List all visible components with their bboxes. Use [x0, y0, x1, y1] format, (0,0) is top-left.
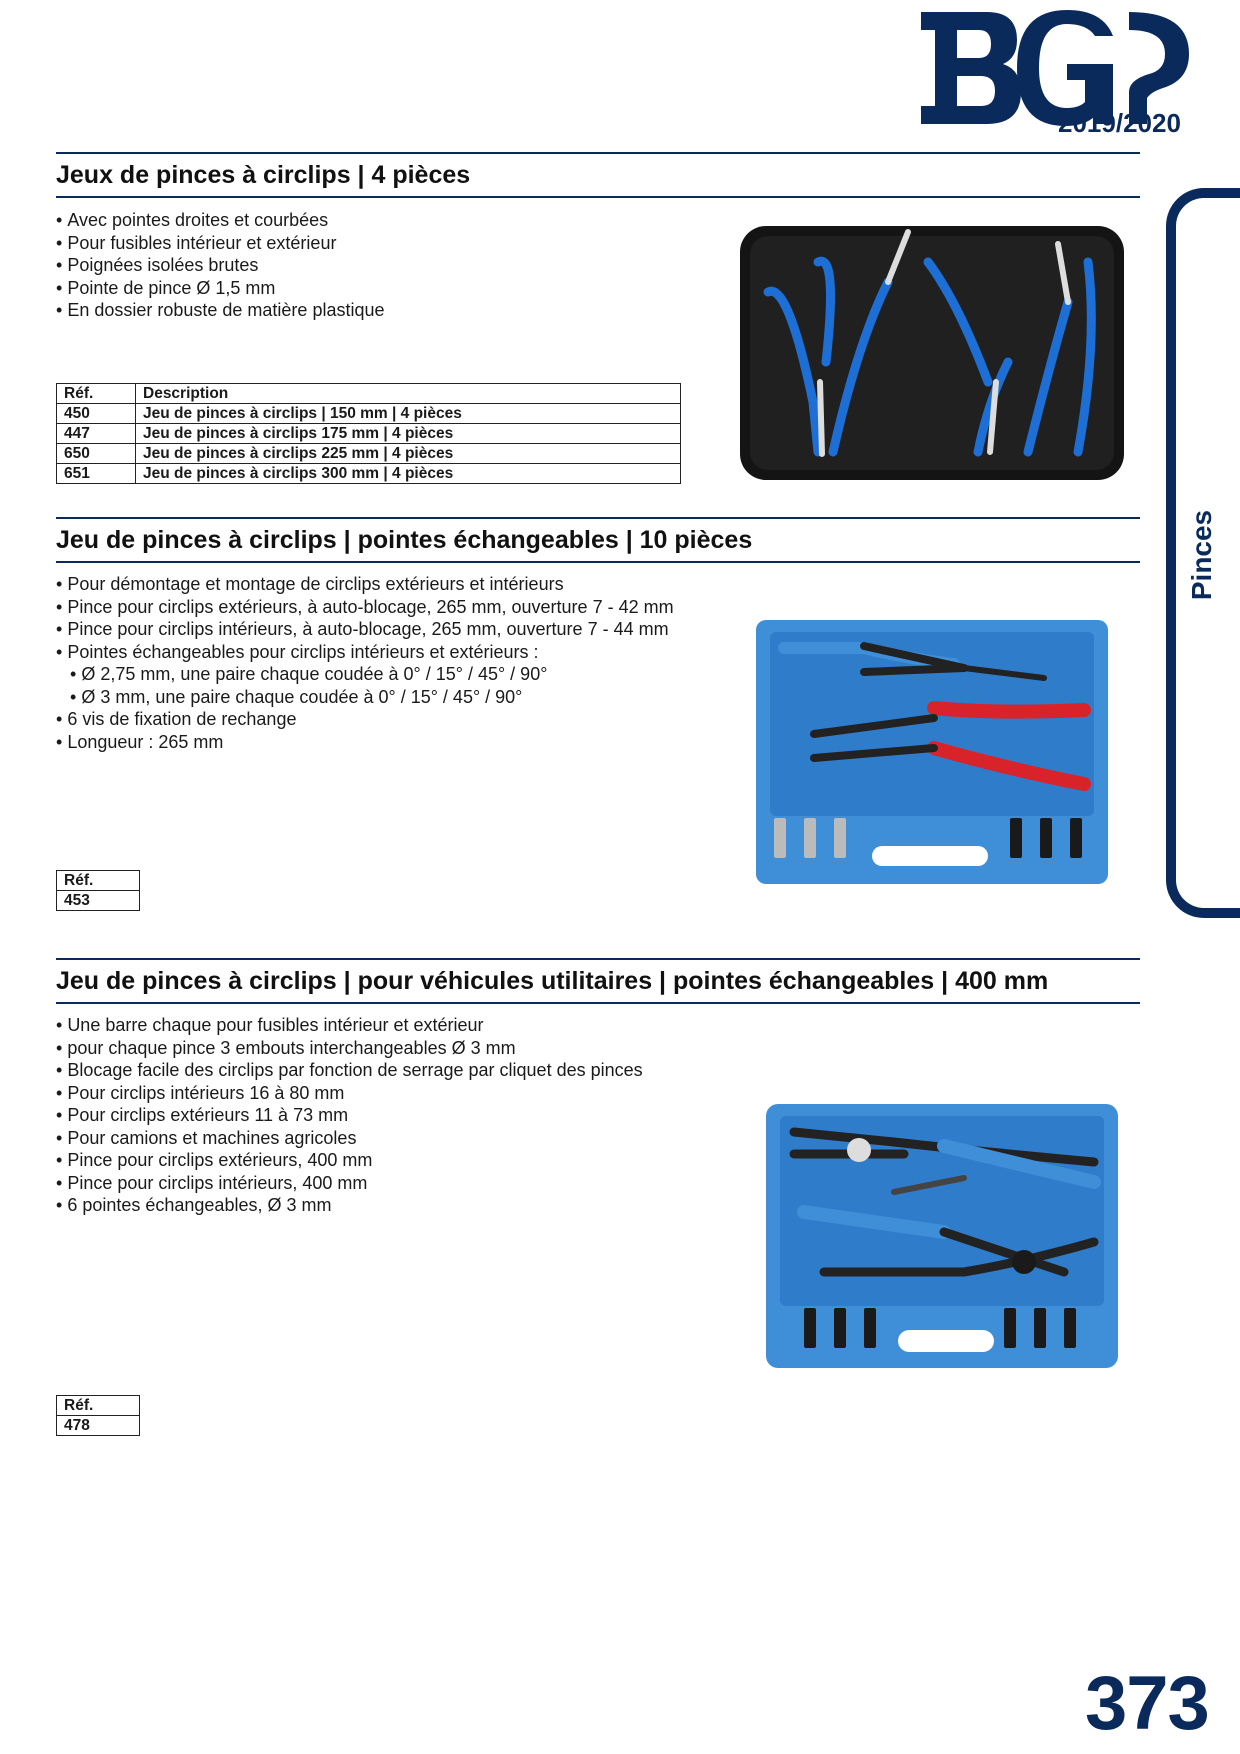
- table-header-row: [57, 871, 140, 891]
- table-row: [57, 1416, 140, 1436]
- ref-cell: 450: [57, 404, 136, 424]
- description-cell: Jeu de pinces à circlips | 150 mm | 4 pièces: [136, 404, 681, 424]
- feature-subitem: • Ø 3 mm, une paire chaque coudée à 0° / 15° / 45° / 90°: [56, 686, 696, 709]
- feature-item: • En dossier robuste de matière plastique: [56, 299, 385, 322]
- ref-header: Réf.: [57, 384, 136, 404]
- table-row: [57, 891, 140, 911]
- feature-item: • 6 pointes échangeables, Ø 3 mm: [56, 1194, 756, 1217]
- feature-item: • Pince pour circlips extérieurs, à auto-blocage, 265 mm, ouverture 7 - 42 mm: [56, 596, 696, 619]
- section-3-ref-table: [56, 1395, 140, 1436]
- feature-item: • Avec pointes droites et courbées: [56, 209, 385, 232]
- section-2-title: Jeu de pinces à circlips | pointes échangeables | 10 pièces: [56, 526, 753, 554]
- table-row: [57, 464, 681, 484]
- table-header-row: [57, 1396, 140, 1416]
- feature-item: • Pince pour circlips intérieurs, 400 mm: [56, 1172, 756, 1195]
- feature-item: • Pince pour circlips intérieurs, à auto-blocage, 265 mm, ouverture 7 - 44 mm: [56, 618, 696, 641]
- ref-cell: 651: [57, 464, 136, 484]
- table-row: [57, 444, 681, 464]
- feature-item: • Longueur : 265 mm: [56, 731, 696, 754]
- category-tab-label: Pinces: [1186, 509, 1217, 601]
- description-cell: Jeu de pinces à circlips 300 mm | 4 pièces: [136, 464, 681, 484]
- table-row: [57, 404, 681, 424]
- section-3-title: Jeu de pinces à circlips | pour véhicules utilitaires | pointes échangeables | 400 mm: [56, 967, 1049, 995]
- description-cell: Jeu de pinces à circlips 175 mm | 4 pièces: [136, 424, 681, 444]
- section-3-features: [56, 1014, 756, 1217]
- category-tab-label-wrap: [1172, 505, 1232, 605]
- section-3-header: [56, 958, 1140, 1004]
- section-1-features: [56, 209, 385, 322]
- feature-item: • Pour fusibles intérieur et extérieur: [56, 232, 385, 255]
- feature-item: • Poignées isolées brutes: [56, 254, 385, 277]
- feature-item: • Pointe de pince Ø 1,5 mm: [56, 277, 385, 300]
- feature-item: • pour chaque pince 3 embouts interchangeables Ø 3 mm: [56, 1037, 756, 1060]
- product-photo-pliers-case-400mm: [764, 1102, 1120, 1370]
- feature-item: • 6 vis de fixation de rechange: [56, 708, 696, 731]
- catalog-year: 2019/2020: [1058, 108, 1181, 138]
- section-1-title: Jeux de pinces à circlips | 4 pièces: [56, 161, 471, 189]
- feature-item: • Pour camions et machines agricoles: [56, 1127, 756, 1150]
- section-2-features: [56, 573, 696, 753]
- ref-cell: 478: [57, 1416, 140, 1436]
- page-number: 373: [1085, 1661, 1209, 1746]
- description-cell: Jeu de pinces à circlips 225 mm | 4 pièces: [136, 444, 681, 464]
- feature-item: • Blocage facile des circlips par fonction de serrage par cliquet des pinces: [56, 1059, 756, 1082]
- feature-item: • Pour circlips intérieurs 16 à 80 mm: [56, 1082, 756, 1105]
- feature-item: • Pince pour circlips extérieurs, 400 mm: [56, 1149, 756, 1172]
- ref-header: Réf.: [57, 871, 140, 891]
- ref-header: Réf.: [57, 1396, 140, 1416]
- feature-subitem: • Ø 2,75 mm, une paire chaque coudée à 0° / 15° / 45° / 90°: [56, 663, 696, 686]
- table-row: [57, 424, 681, 444]
- section-2-ref-table: [56, 870, 140, 911]
- feature-item: • Pour circlips extérieurs 11 à 73 mm: [56, 1104, 756, 1127]
- product-photo-pliers-pouch: [738, 222, 1126, 484]
- product-photo-pliers-case-10pc: [754, 618, 1110, 886]
- section-2-header: [56, 517, 1140, 563]
- feature-item: • Une barre chaque pour fusibles intérieur et extérieur: [56, 1014, 756, 1037]
- ref-cell: 650: [57, 444, 136, 464]
- feature-item: • Pointes échangeables pour circlips intérieurs et extérieurs :: [56, 641, 696, 664]
- table-header-row: [57, 384, 681, 404]
- feature-item: • Pour démontage et montage de circlips extérieurs et intérieurs: [56, 573, 696, 596]
- ref-cell: 447: [57, 424, 136, 444]
- ref-cell: 453: [57, 891, 140, 911]
- section-1-ref-table: [56, 383, 681, 484]
- description-header: Description: [136, 384, 681, 404]
- section-1-header: [56, 152, 1140, 198]
